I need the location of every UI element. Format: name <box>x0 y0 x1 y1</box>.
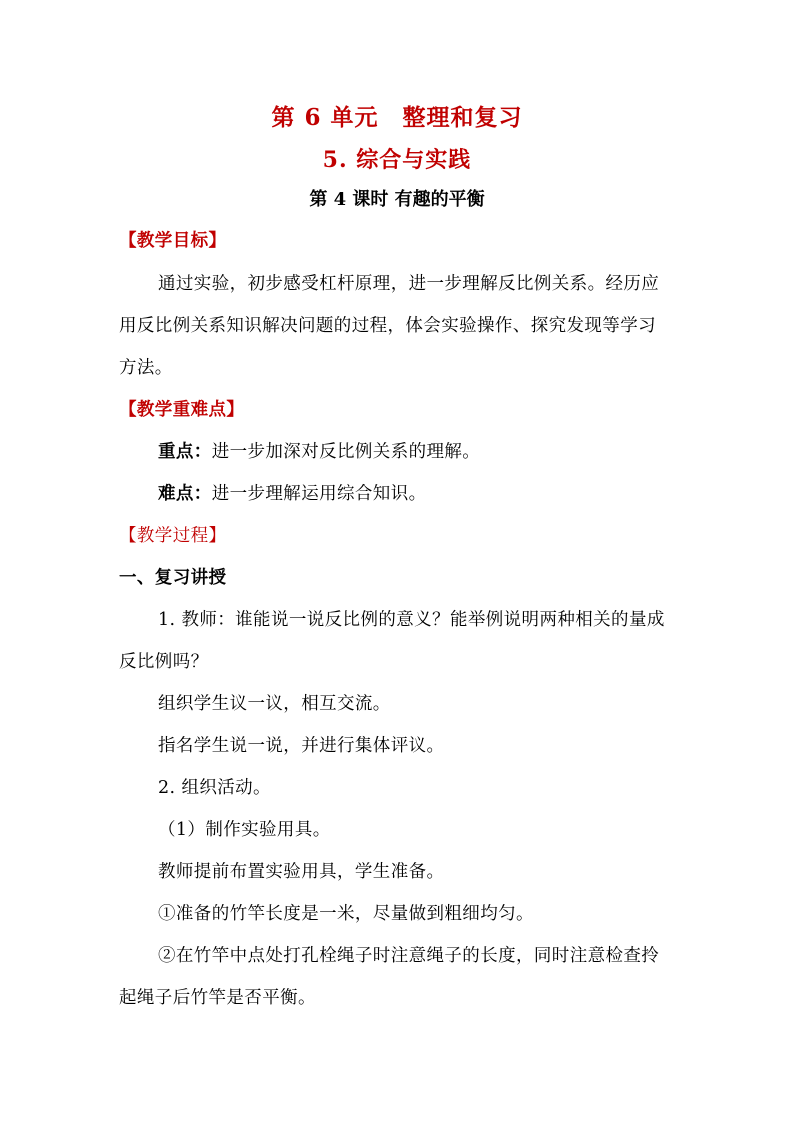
difficult-point-text: 进一步理解运用综合知识。 <box>211 484 427 504</box>
process-line: 组织学生议一议，相互交流。 <box>158 694 391 714</box>
process-line: ①准备的竹竿长度是一米，尽量做到粗细均匀。 <box>158 904 534 924</box>
objectives-line: 方法。 <box>119 358 173 378</box>
difficult-point-line <box>158 482 427 506</box>
unit-title: 第 6 单元 整理和复习 <box>271 104 523 131</box>
key-point-line <box>158 440 480 464</box>
process-line: （1）制作实验用具。 <box>158 820 331 840</box>
key-point-text: 进一步加深对反比例关系的理解。 <box>211 442 481 462</box>
lesson-title: 5. 综合与实践 <box>322 147 472 173</box>
process-line: 2. 组织活动。 <box>158 778 271 798</box>
section-heading: 一、复习讲授 <box>119 568 227 588</box>
key-point-label: 重点： <box>158 442 212 462</box>
process-line: 反比例吗？ <box>119 652 209 672</box>
process-line: 1. 教师：谁能说一说反比例的意义？能举例说明两种相关的量成 <box>158 610 665 630</box>
objectives-line: 用反比例关系知识解决问题的过程，体会实验操作、探究发现等学习 <box>119 316 656 336</box>
key-points-heading: 【教学重难点】 <box>119 400 245 420</box>
objectives-line: 通过实验，初步感受杠杆原理，进一步理解反比例关系。经历应 <box>158 274 660 294</box>
process-line: 起绳子后竹竿是否平衡。 <box>119 988 316 1008</box>
difficult-point-label: 难点： <box>158 484 212 504</box>
process-heading: 【教学过程】 <box>119 526 227 546</box>
process-line: ②在竹竿中点处打孔栓绳子时注意绳子的长度，同时注意检查拎 <box>158 946 660 966</box>
period-title: 第 4 课时 有趣的平衡 <box>309 189 485 210</box>
process-line: 教师提前布置实验用具，学生准备。 <box>158 862 445 882</box>
process-line: 指名学生说一说，并进行集体评议。 <box>158 736 445 756</box>
objectives-heading: 【教学目标】 <box>119 231 227 251</box>
